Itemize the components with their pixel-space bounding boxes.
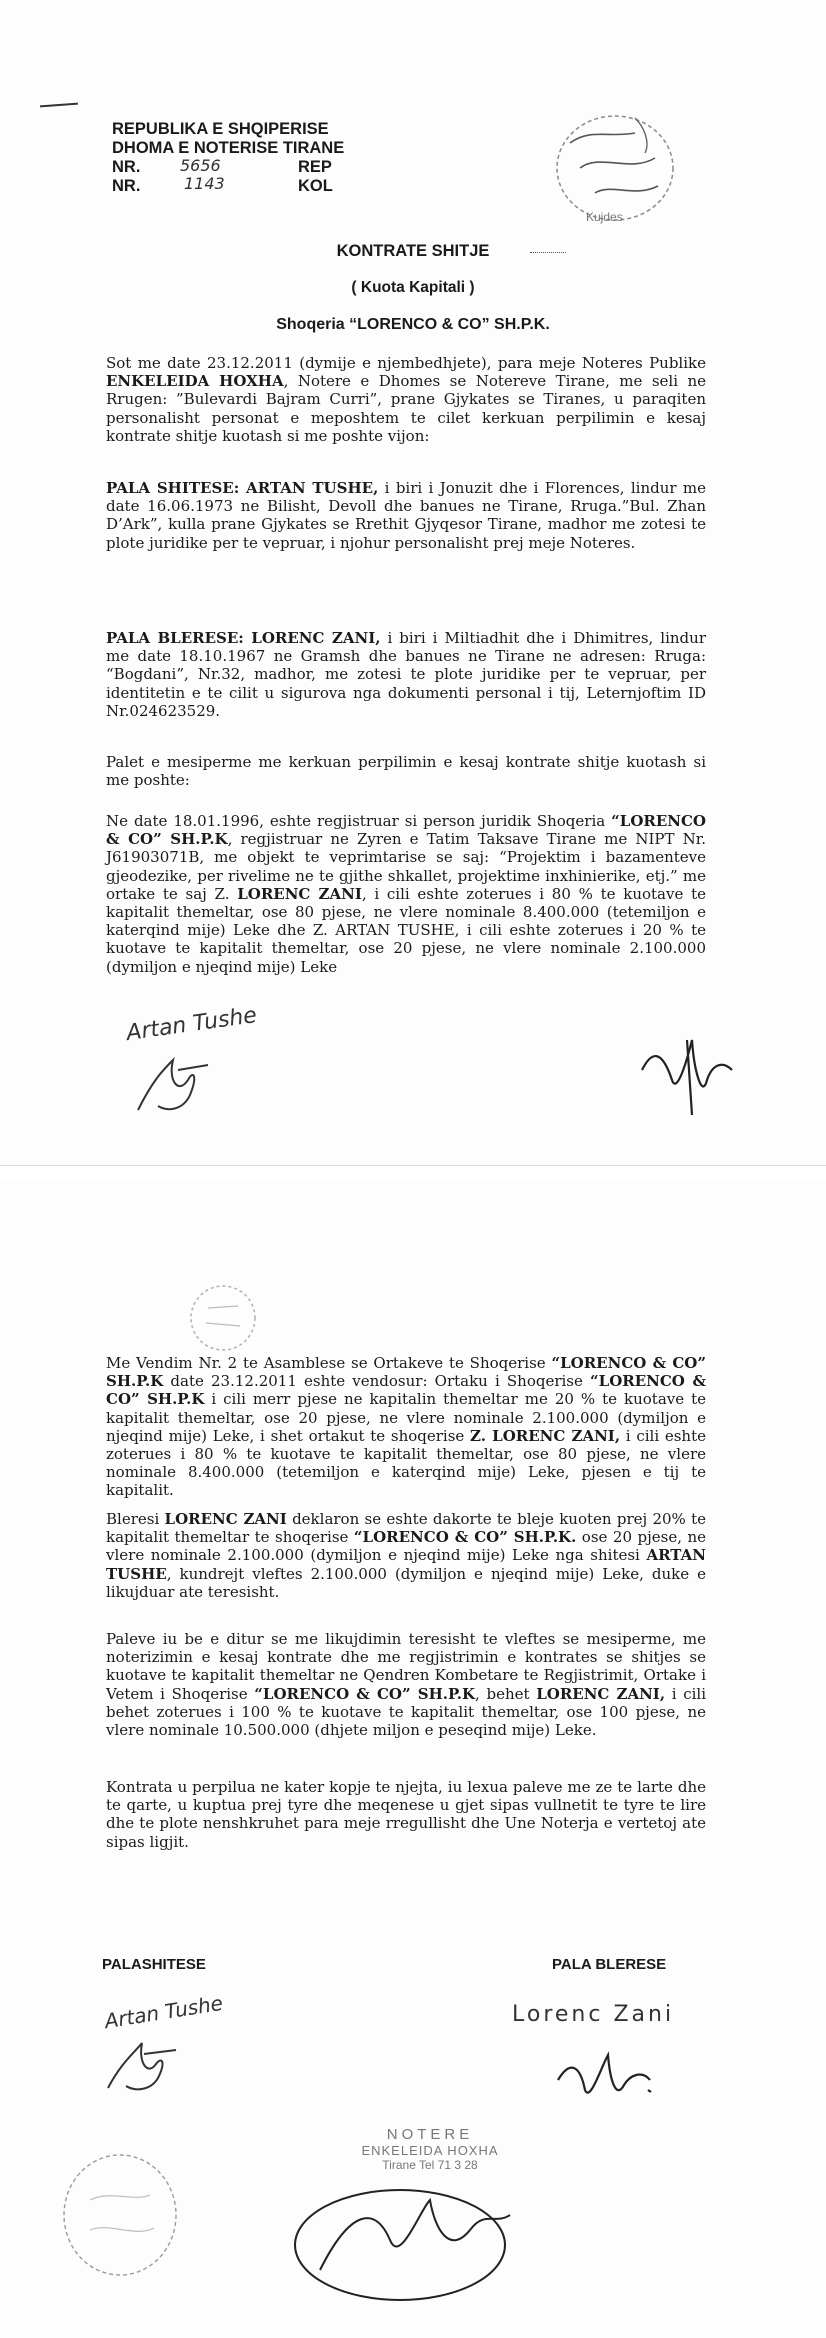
- seller-scribble-icon: [96, 2028, 186, 2098]
- buyer-scribble-icon: [550, 2040, 660, 2110]
- decl-text-4: , kundrejt vleftes 2.100.000 (dymiljon e njeqind mije) Leke, duke e likujduar ate teresisht.: [106, 1564, 706, 1601]
- effect-company: “LORENCO & CO” SH.P.K: [254, 1684, 476, 1703]
- seller-signature-icon: [128, 1040, 218, 1120]
- seller-hand-signature: Artan Tushe: [102, 1990, 225, 2034]
- document-title: KONTRATE SHITJE: [336, 242, 490, 260]
- registry-stamp: [540, 98, 690, 238]
- nr2-value: 1143: [184, 174, 225, 193]
- decision-text-4: i cili eshte zoterues i 80 % te kuotave te kapitalit themeltar, ose 80 pjese, ne vlere nominale 8.400.000 (tetemiljon e katerqind mije) Leke, pjesen e tij te kapitalit.: [106, 1426, 706, 1500]
- seller-signature-label: PALASHITESE: [102, 1956, 206, 1973]
- decision-paragraph: [106, 1354, 706, 1500]
- decl-seller: ARTAN TUSHE: [106, 1546, 706, 1583]
- rep-label: REP: [298, 158, 332, 176]
- registration-effect-paragraph: [106, 1630, 706, 1739]
- decision-company-2: “LORENCO & CO” SH.P.K: [106, 1372, 706, 1409]
- decision-text-3: i cili merr pjese ne kapitalin themeltar me 20 % te kuotave te kapitalit themeltar, ose 20 pjese, ne vlere nominale 2.100.000 (dymiljon e njeqind mije) Leke, i shet ortakut te shoqerise: [106, 1390, 707, 1445]
- buyer-signature-icon: [632, 1020, 742, 1120]
- notary-signature-icon: [280, 2170, 550, 2320]
- reg-name: LORENC ZANI: [237, 884, 362, 903]
- effect-text-2: , behet: [475, 1684, 537, 1703]
- reg-text-2: , regjistruar ne Zyren e Tatim Taksave Tirane me NIPT Nr. J61903071B, me objekt te veprimtarise se saj: “Projektim i bazamenteve gjeodezike, per rivelime ne te gjithe shkallet, projektime inxhinierike, etj.” me ortake te saj Z.: [106, 830, 706, 903]
- buyer-text: i biri i Miltiadhit dhe i Dhimitres, lindur me date 18.10.1967 ne Gramsh dhe banues ne Tirane ne adresen: Rruga: “Bogdani”, Nr.32, madhor, me zotesi te plote juridike per te vepruar, per identitetin e te cilit u sigurova nga dokumenti personal i tij, Leternjoftim ID Nr.024623529.: [106, 629, 706, 720]
- header-line-1: REPUBLIKA E SHQIPERISE: [112, 120, 329, 138]
- page-2: [0, 1180, 826, 2338]
- notary-stamp: [330, 2126, 530, 2172]
- notary-stamp-line-1: NOTERE: [386, 2126, 474, 2143]
- kol-label: KOL: [298, 177, 333, 195]
- decision-company-1: “LORENCO & CO” SH.P.K: [106, 1354, 707, 1391]
- effect-name: LORENC ZANI,: [536, 1684, 666, 1703]
- seller-text: i biri i Jonuzit dhe i Florences, lindur me date 16.06.1973 ne Bilisht, Devoll dhe banues ne Tirane, Rruga.”Bul. Zhan D’Ark”, kulla prane Gjykates se Rrethit Gjyqesor Tirane, madhor me zotesi te plote juridike per te vepruar, i njohur personalisht prej meje Noteres.: [106, 479, 706, 552]
- effect-text-1: Paleve iu be e ditur se me likujdimin teresisht te vleftes se mesiperme, me noterizimin e kesaj kontrate dhe me regjistrimin e kontrates se shitjes se kuotave te kapitalit themeltar ne Qendren Kombetare te Regjistrimit, Ortake i Vetem i Shoqerise: [106, 1630, 706, 1703]
- seller-label: PALA SHITESE: ARTAN TUSHE,: [106, 479, 379, 497]
- margin-mark: [40, 103, 78, 108]
- seller-signature-name: Artan Tushe: [124, 1002, 259, 1047]
- header-block: [112, 120, 472, 196]
- intro-paragraph: [106, 354, 706, 445]
- notary-name: ENKELEIDA HOXHA: [106, 372, 284, 391]
- decl-text-3: ose 20 pjese, ne vlere nominale 2.100.000 (dymiljon e njeqind mije) Leke nga shitesi: [106, 1528, 706, 1565]
- buyer-declaration-paragraph: [106, 1510, 706, 1601]
- decl-company: “LORENCO & CO” SH.P.K.: [353, 1528, 577, 1547]
- left-round-stamp-icon: [50, 2140, 190, 2290]
- intro-text-2: , Notere e Dhomes se Notereve Tirane, me seli ne Rrugen: ”Bulevardi Bajram Curri”, prane Gjykates se Tiranes, u paraqiten personalisht personat e meposhtem te cilet kerkuan perpilimin e kesaj kontrate shitje kuotash si me poshte vijon:: [106, 372, 706, 445]
- effect-text-3: i cili behet zoterues i 100 % te kuotave te kapitalit themeltar, ose 100 pjese, ne vlere nominale 10.500.000 (dhjete miljon e peseqind mije) Leke.: [106, 1684, 706, 1740]
- reg-text-1: Ne date 18.01.1996, eshte regjistruar si person juridik Shoqeria: [106, 812, 612, 830]
- decl-buyer: LORENC ZANI: [164, 1510, 287, 1528]
- header-nr2-row: [112, 174, 472, 196]
- faint-stamp-icon: [178, 1278, 268, 1358]
- reg-text-3: , i cili eshte zoterues i 80 % te kuotave te kapitalit themeltar, ose 80 pjese, ne vlere nominale 8.400.000 (tetemiljon e katerqind mije) Leke dhe Z. ARTAN TUSHE, i cili eshte zoterues i 20 % te kuotave te kapitalit themeltar, ose 20 pjese, ne vlere nominale 2.100.000 (dymiljon e njeqind mije) Leke: [106, 884, 706, 976]
- request-paragraph: Palet e mesiperme me kerkuan perpilimin e kesaj kontrate shitje kuotash si me poshte:: [106, 753, 706, 790]
- buyer-signature-label: PALA BLERESE: [552, 1956, 667, 1973]
- page-divider: [0, 1165, 826, 1181]
- registration-paragraph: [106, 812, 706, 976]
- closing-paragraph: Kontrata u perpilua ne kater kopje te njejta, iu lexua paleve me ze te larte dhe te qarte, u kuptua prej tyre dhe meqenese u gjet sipas vullnetit te tyre te lire dhe te plote nenshkruhet para meje rregullisht dhe Une Noterja e vertetoj ate sipas ligjit.: [106, 1778, 706, 1851]
- nr2-label: NR.: [112, 177, 141, 195]
- decision-text-1: Me Vendim Nr. 2 te Asamblese se Ortakeve te Shoqerise: [106, 1354, 552, 1372]
- decl-text-2: deklaron se eshte dakorte te bleje kuoten prej 20% te kapitalit themeltar te shoqerise: [106, 1510, 706, 1547]
- page-1: [0, 0, 826, 1165]
- buyer-hand-signature: Lorenc Zani: [512, 2002, 675, 2027]
- decision-text-2: date 23.12.2011 eshte vendosur: Ortaku i Shoqerise: [163, 1372, 591, 1391]
- decision-name: Z. LORENC ZANI,: [470, 1426, 621, 1445]
- intro-text-1: Sot me date 23.12.2011 (dymije e njembedhjete), para meje Noteres Publike: [106, 354, 706, 372]
- buyer-label: PALA BLERESE: LORENC ZANI,: [106, 629, 381, 647]
- document-subtitle: ( Kuota Kapitali ): [351, 279, 475, 296]
- nr-value: 5656: [180, 156, 221, 175]
- company-heading: Shoqeria “LORENCO & CO” SH.P.K.: [276, 316, 550, 333]
- header-line-2: DHOMA E NOTERISE TIRANE: [112, 139, 345, 157]
- header-nr-row: [112, 158, 472, 177]
- decl-text-1: Bleresi: [106, 1510, 165, 1528]
- notary-stamp-line-2: ENKELEIDA HOXHA: [361, 2143, 499, 2158]
- title-mark: [530, 252, 566, 254]
- nr-label: NR.: [112, 158, 141, 176]
- seller-paragraph: [106, 479, 706, 552]
- notary-stamp-line-3: Tirane Tel 71 3 28: [382, 2158, 478, 2172]
- stamp-text: Kujdes: [586, 210, 623, 224]
- reg-company: “LORENCO & CO” SH.P.K: [106, 812, 706, 849]
- buyer-paragraph: [106, 629, 706, 720]
